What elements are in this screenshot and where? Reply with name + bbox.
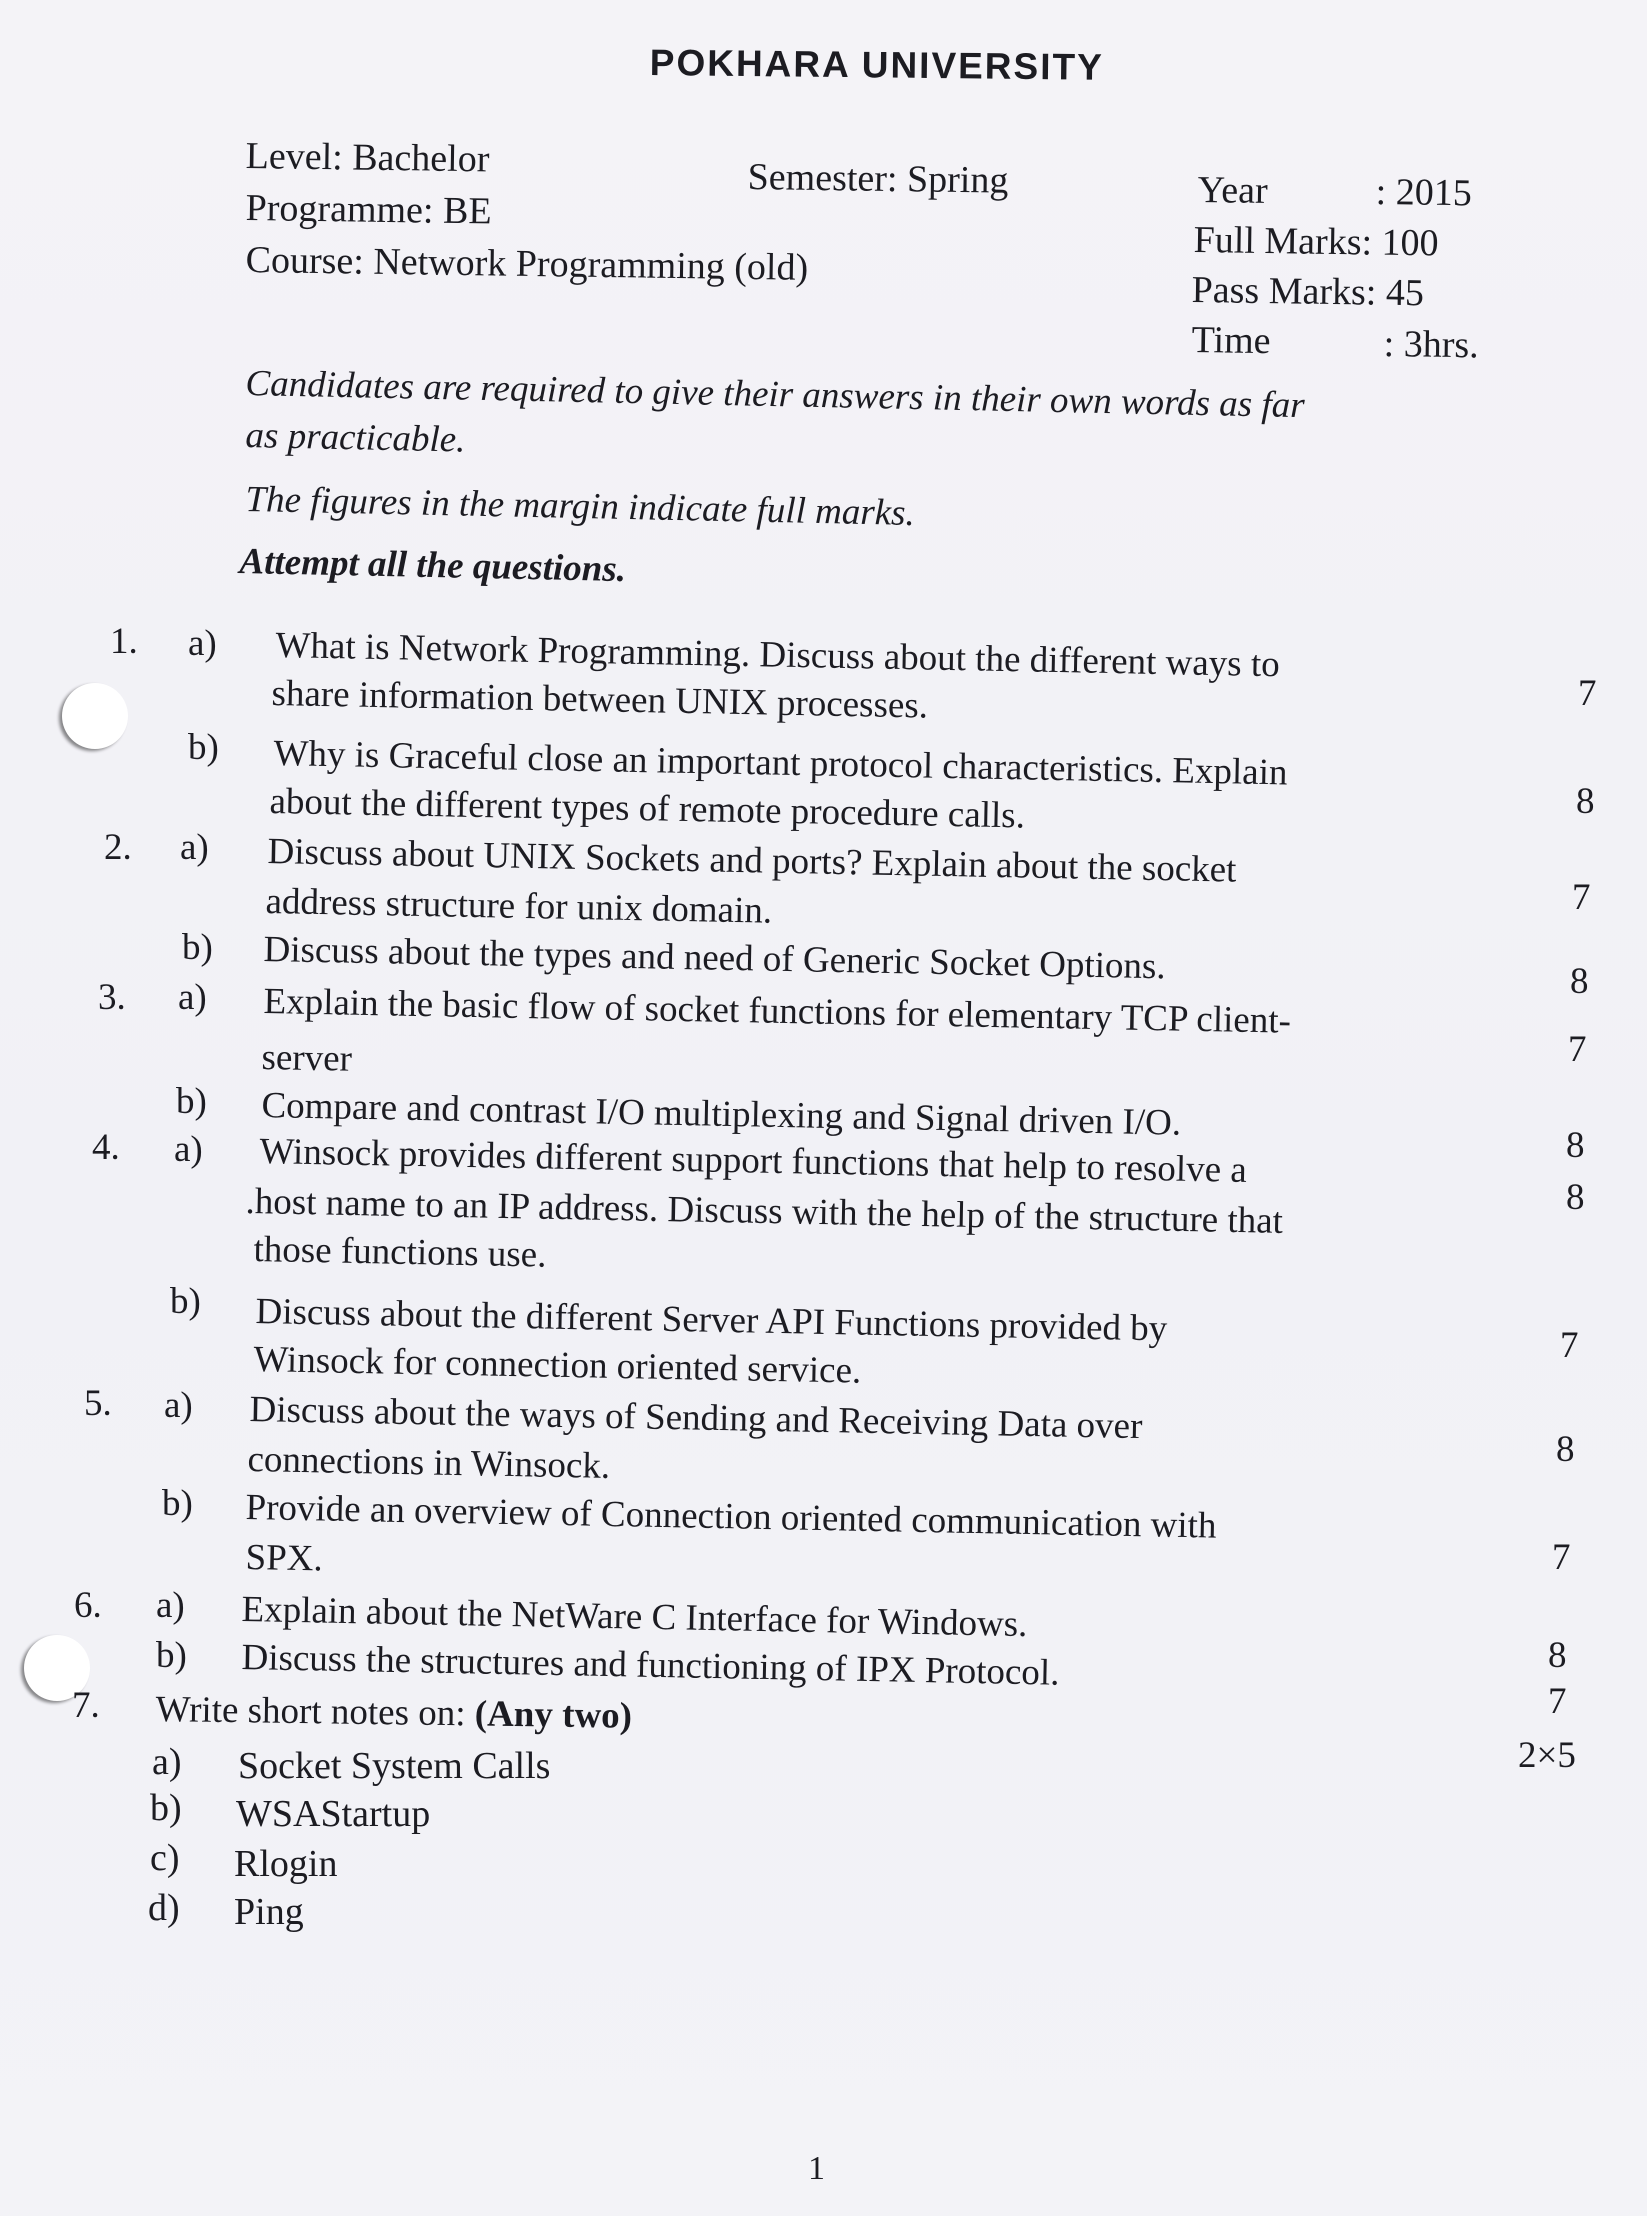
question-number: 2. — [104, 827, 132, 868]
question-text: Explain the basic flow of socket functions for elementary TCP client- — [263, 980, 1292, 1042]
instruction-line-3: The figures in the margin indicate full marks. — [245, 478, 916, 535]
question-text: Provide an overview of Connection oriented communication with — [245, 1486, 1217, 1547]
question-text: SPX. — [245, 1536, 324, 1580]
question-part-label: a) — [180, 827, 209, 868]
question-marks: 7 — [1568, 1029, 1587, 1070]
question-part-label: b) — [176, 1081, 207, 1122]
question-marks: 8 — [1548, 1635, 1567, 1676]
question-marks: 8 — [1556, 1429, 1575, 1470]
question-7-any-two: (Any two) — [474, 1693, 633, 1737]
question-part-label: b) — [156, 1635, 187, 1676]
question-text: Discuss about UNIX Sockets and ports? Explain about the socket — [267, 830, 1237, 891]
question-number: 6. — [74, 1585, 102, 1626]
question-part-label: a) — [174, 1129, 203, 1170]
question-marks: 7 — [1552, 1537, 1571, 1578]
course-label: Course: Network Programming (old) — [245, 238, 809, 289]
question-7-number: 7. — [72, 1685, 100, 1726]
time-label: Time — [1191, 318, 1271, 363]
question-text: .host name to an IP address. Discuss with the help of the structure that — [245, 1180, 1284, 1242]
question-marks: 8 — [1570, 961, 1589, 1002]
question-7-item-text: WSAStartup — [236, 1793, 431, 1835]
question-text: Discuss the structures and functioning of IPX Protocol. — [241, 1636, 1060, 1694]
question-part-label: a) — [178, 977, 207, 1018]
question-part-label: b) — [188, 727, 219, 768]
question-text: server — [261, 1036, 353, 1080]
question-text: Compare and contrast I/O multiplexing and Signal driven I/O. — [261, 1084, 1182, 1144]
question-number: 3. — [98, 977, 126, 1018]
programme-label: Programme: BE — [245, 186, 492, 233]
question-text: Discuss about the different Server API Functions provided by — [255, 1290, 1168, 1350]
question-part-label: a) — [164, 1385, 193, 1426]
year-label: Year — [1197, 168, 1269, 212]
question-marks: 7 — [1572, 877, 1591, 918]
question-7-item-text: Socket System Calls — [238, 1745, 551, 1787]
instruction-line-1: Candidates are required to give their answers in their own words as far — [245, 362, 1306, 427]
level-label: Level: Bachelor — [245, 134, 490, 181]
question-marks: 7 — [1578, 673, 1597, 714]
question-7-item-text: Ping — [234, 1891, 304, 1933]
question-7-item-label: c) — [150, 1837, 180, 1879]
time-value: : 3hrs. — [1383, 322, 1479, 367]
instruction-line-4: Attempt all the questions. — [239, 540, 627, 591]
question-marks: 7 — [1560, 1325, 1579, 1366]
year-value: : 2015 — [1375, 170, 1473, 215]
question-text: Winsock for connection oriented service. — [253, 1338, 862, 1392]
question-7-item-text: Rlogin — [234, 1843, 338, 1885]
question-text: connections in Winsock. — [247, 1438, 611, 1487]
question-number: 5. — [84, 1383, 112, 1424]
question-text: Discuss about the types and need of Generic Socket Options. — [263, 928, 1167, 988]
university-title: POKHARA UNIVERSITY — [649, 42, 1104, 88]
question-7-prefix: Write short notes on: — [155, 1688, 476, 1735]
question-7-text — [155, 1688, 632, 1738]
question-text: about the different types of remote procedure calls. — [269, 780, 1026, 837]
question-part-label: a) — [188, 623, 217, 664]
question-number: 4. — [92, 1127, 120, 1168]
question-part-label: b) — [162, 1483, 193, 1524]
question-text: What is Network Programming. Discuss about the different ways to — [275, 624, 1281, 686]
question-marks: 7 — [1548, 1681, 1567, 1722]
question-7-marks: 2×5 — [1518, 1735, 1576, 1776]
question-text: share information between UNIX processes. — [271, 672, 929, 727]
question-text: Why is Graceful close an important protocol characteristics. Explain — [273, 732, 1288, 794]
question-text: Explain about the NetWare C Interface for Windows. — [241, 1588, 1028, 1646]
instruction-line-2: as practicable. — [245, 414, 466, 461]
question-part-label: a) — [156, 1585, 185, 1626]
punch-hole-top — [62, 683, 128, 749]
question-text: Winsock provides different support functions that help to resolve a — [259, 1130, 1248, 1191]
question-marks: 8 — [1566, 1125, 1585, 1166]
question-marks: 8 — [1566, 1177, 1585, 1218]
question-text: Discuss about the ways of Sending and Receiving Data over — [249, 1388, 1143, 1448]
full-marks-label: Full Marks: 100 — [1193, 218, 1439, 265]
page-number: 1 — [808, 2150, 825, 2187]
question-marks: 8 — [1576, 781, 1595, 822]
question-7-item-label: b) — [150, 1787, 182, 1829]
semester-label: Semester: Spring — [747, 155, 1009, 202]
question-text: address structure for unix domain. — [265, 880, 773, 932]
question-7-item-label: a) — [152, 1741, 182, 1783]
question-7-item-label: d) — [148, 1887, 180, 1929]
question-part-label: b) — [170, 1281, 201, 1322]
pass-marks-label: Pass Marks: 45 — [1191, 268, 1425, 315]
question-number: 1. — [110, 621, 138, 662]
question-part-label: b) — [182, 927, 213, 968]
question-text: those functions use. — [253, 1228, 547, 1276]
